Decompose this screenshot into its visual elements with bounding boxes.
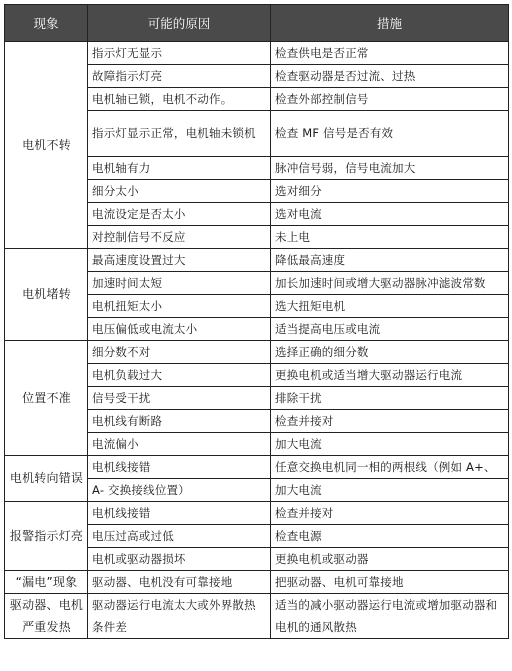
symptom-cell: 报警指示灯亮 xyxy=(5,501,88,570)
action-cell: 任意交换电机同一相的两根线（例如 A+、 xyxy=(271,455,509,478)
cause-cell: 对控制信号不反应 xyxy=(88,225,271,248)
action-cell: 加长加速时间或增大驱动器脉冲滤波常数 xyxy=(271,271,509,294)
action-cell: 降低最高速度 xyxy=(271,248,509,271)
table-row xyxy=(5,455,509,478)
header-action: 措施 xyxy=(271,5,509,42)
cause-cell: 电机扭矩太小 xyxy=(88,294,271,317)
cause-cell: 指示灯显示正常，电机轴未锁机 xyxy=(88,111,271,157)
cause-cell: 电机或驱动器损坏 xyxy=(88,547,271,570)
cause-cell: 电机线有断路 xyxy=(88,409,271,432)
table-row xyxy=(5,501,509,524)
action-cell: 检查外部控制信号 xyxy=(271,88,509,111)
action-cell: 脉冲信号弱，信号电流加大 xyxy=(271,156,509,179)
table-body xyxy=(5,42,509,639)
symptom-cell: 电机不转 xyxy=(5,42,88,249)
action-cell: 检查并接对 xyxy=(271,501,509,524)
action-cell: 把驱动器、电机可靠接地 xyxy=(271,570,509,593)
action-cell: 加大电流 xyxy=(271,478,509,501)
action-cell: 更换电机或驱动器 xyxy=(271,547,509,570)
action-cell: 排除干扰 xyxy=(271,386,509,409)
cause-cell: 电流设定是否太小 xyxy=(88,202,271,225)
symptom-cell: “漏电”现象 xyxy=(5,570,88,593)
action-cell: 适当提高电压或电流 xyxy=(271,317,509,340)
action-cell: 检查电源 xyxy=(271,524,509,547)
action-cell: 检查 MF 信号是否有效 xyxy=(271,111,509,157)
action-cell: 检查供电是否正常 xyxy=(271,42,509,65)
action-cell: 选对电流 xyxy=(271,202,509,225)
table-header xyxy=(5,5,509,42)
action-cell: 更换电机或适当增大驱动器运行电流 xyxy=(271,363,509,386)
cause-cell: 加速时间太短 xyxy=(88,271,271,294)
cause-cell: 细分数不对 xyxy=(88,340,271,363)
header-symptom: 现象 xyxy=(5,5,88,42)
table-row xyxy=(5,570,509,593)
cause-cell: 指示灯无显示 xyxy=(88,42,271,65)
cause-cell: A- 交换接线位置） xyxy=(88,478,271,501)
cause-cell: 电压偏低或电流太小 xyxy=(88,317,271,340)
action-cell: 检查驱动器是否过流、过热 xyxy=(271,65,509,88)
cause-cell: 驱动器运行电流太大或外界散热条件差 xyxy=(88,593,271,639)
action-cell: 选大扭矩电机 xyxy=(271,294,509,317)
table-row xyxy=(5,42,509,65)
cause-cell: 故障指示灯亮 xyxy=(88,65,271,88)
troubleshooting-table-container xyxy=(4,4,508,639)
table-row xyxy=(5,248,509,271)
cause-cell: 电机轴有力 xyxy=(88,156,271,179)
cause-cell: 电机线接错 xyxy=(88,501,271,524)
action-cell: 选对细分 xyxy=(271,179,509,202)
cause-cell: 电机线接错 xyxy=(88,455,271,478)
action-cell: 检查并接对 xyxy=(271,409,509,432)
action-cell: 适当的减小驱动器运行电流或增加驱动器和电机的通风散热 xyxy=(271,593,509,639)
action-cell: 加大电流 xyxy=(271,432,509,455)
cause-cell: 细分太小 xyxy=(88,179,271,202)
symptom-cell: 电机堵转 xyxy=(5,248,88,340)
action-cell: 选择正确的细分数 xyxy=(271,340,509,363)
cause-cell: 信号受干扰 xyxy=(88,386,271,409)
symptom-cell: 位置不准 xyxy=(5,340,88,455)
symptom-cell: 驱动器、电机严重发热 xyxy=(5,593,88,639)
troubleshooting-table xyxy=(4,4,509,639)
cause-cell: 电流偏小 xyxy=(88,432,271,455)
cause-cell: 驱动器、电机没有可靠接地 xyxy=(88,570,271,593)
cause-cell: 最高速度设置过大 xyxy=(88,248,271,271)
table-row xyxy=(5,340,509,363)
symptom-cell: 电机转向错误 xyxy=(5,455,88,501)
cause-cell: 电压过高或过低 xyxy=(88,524,271,547)
cause-cell: 电机轴已锁，电机不动作。 xyxy=(88,88,271,111)
header-cause: 可能的原因 xyxy=(88,5,271,42)
cause-cell: 电机负载过大 xyxy=(88,363,271,386)
table-row xyxy=(5,593,509,639)
action-cell: 未上电 xyxy=(271,225,509,248)
